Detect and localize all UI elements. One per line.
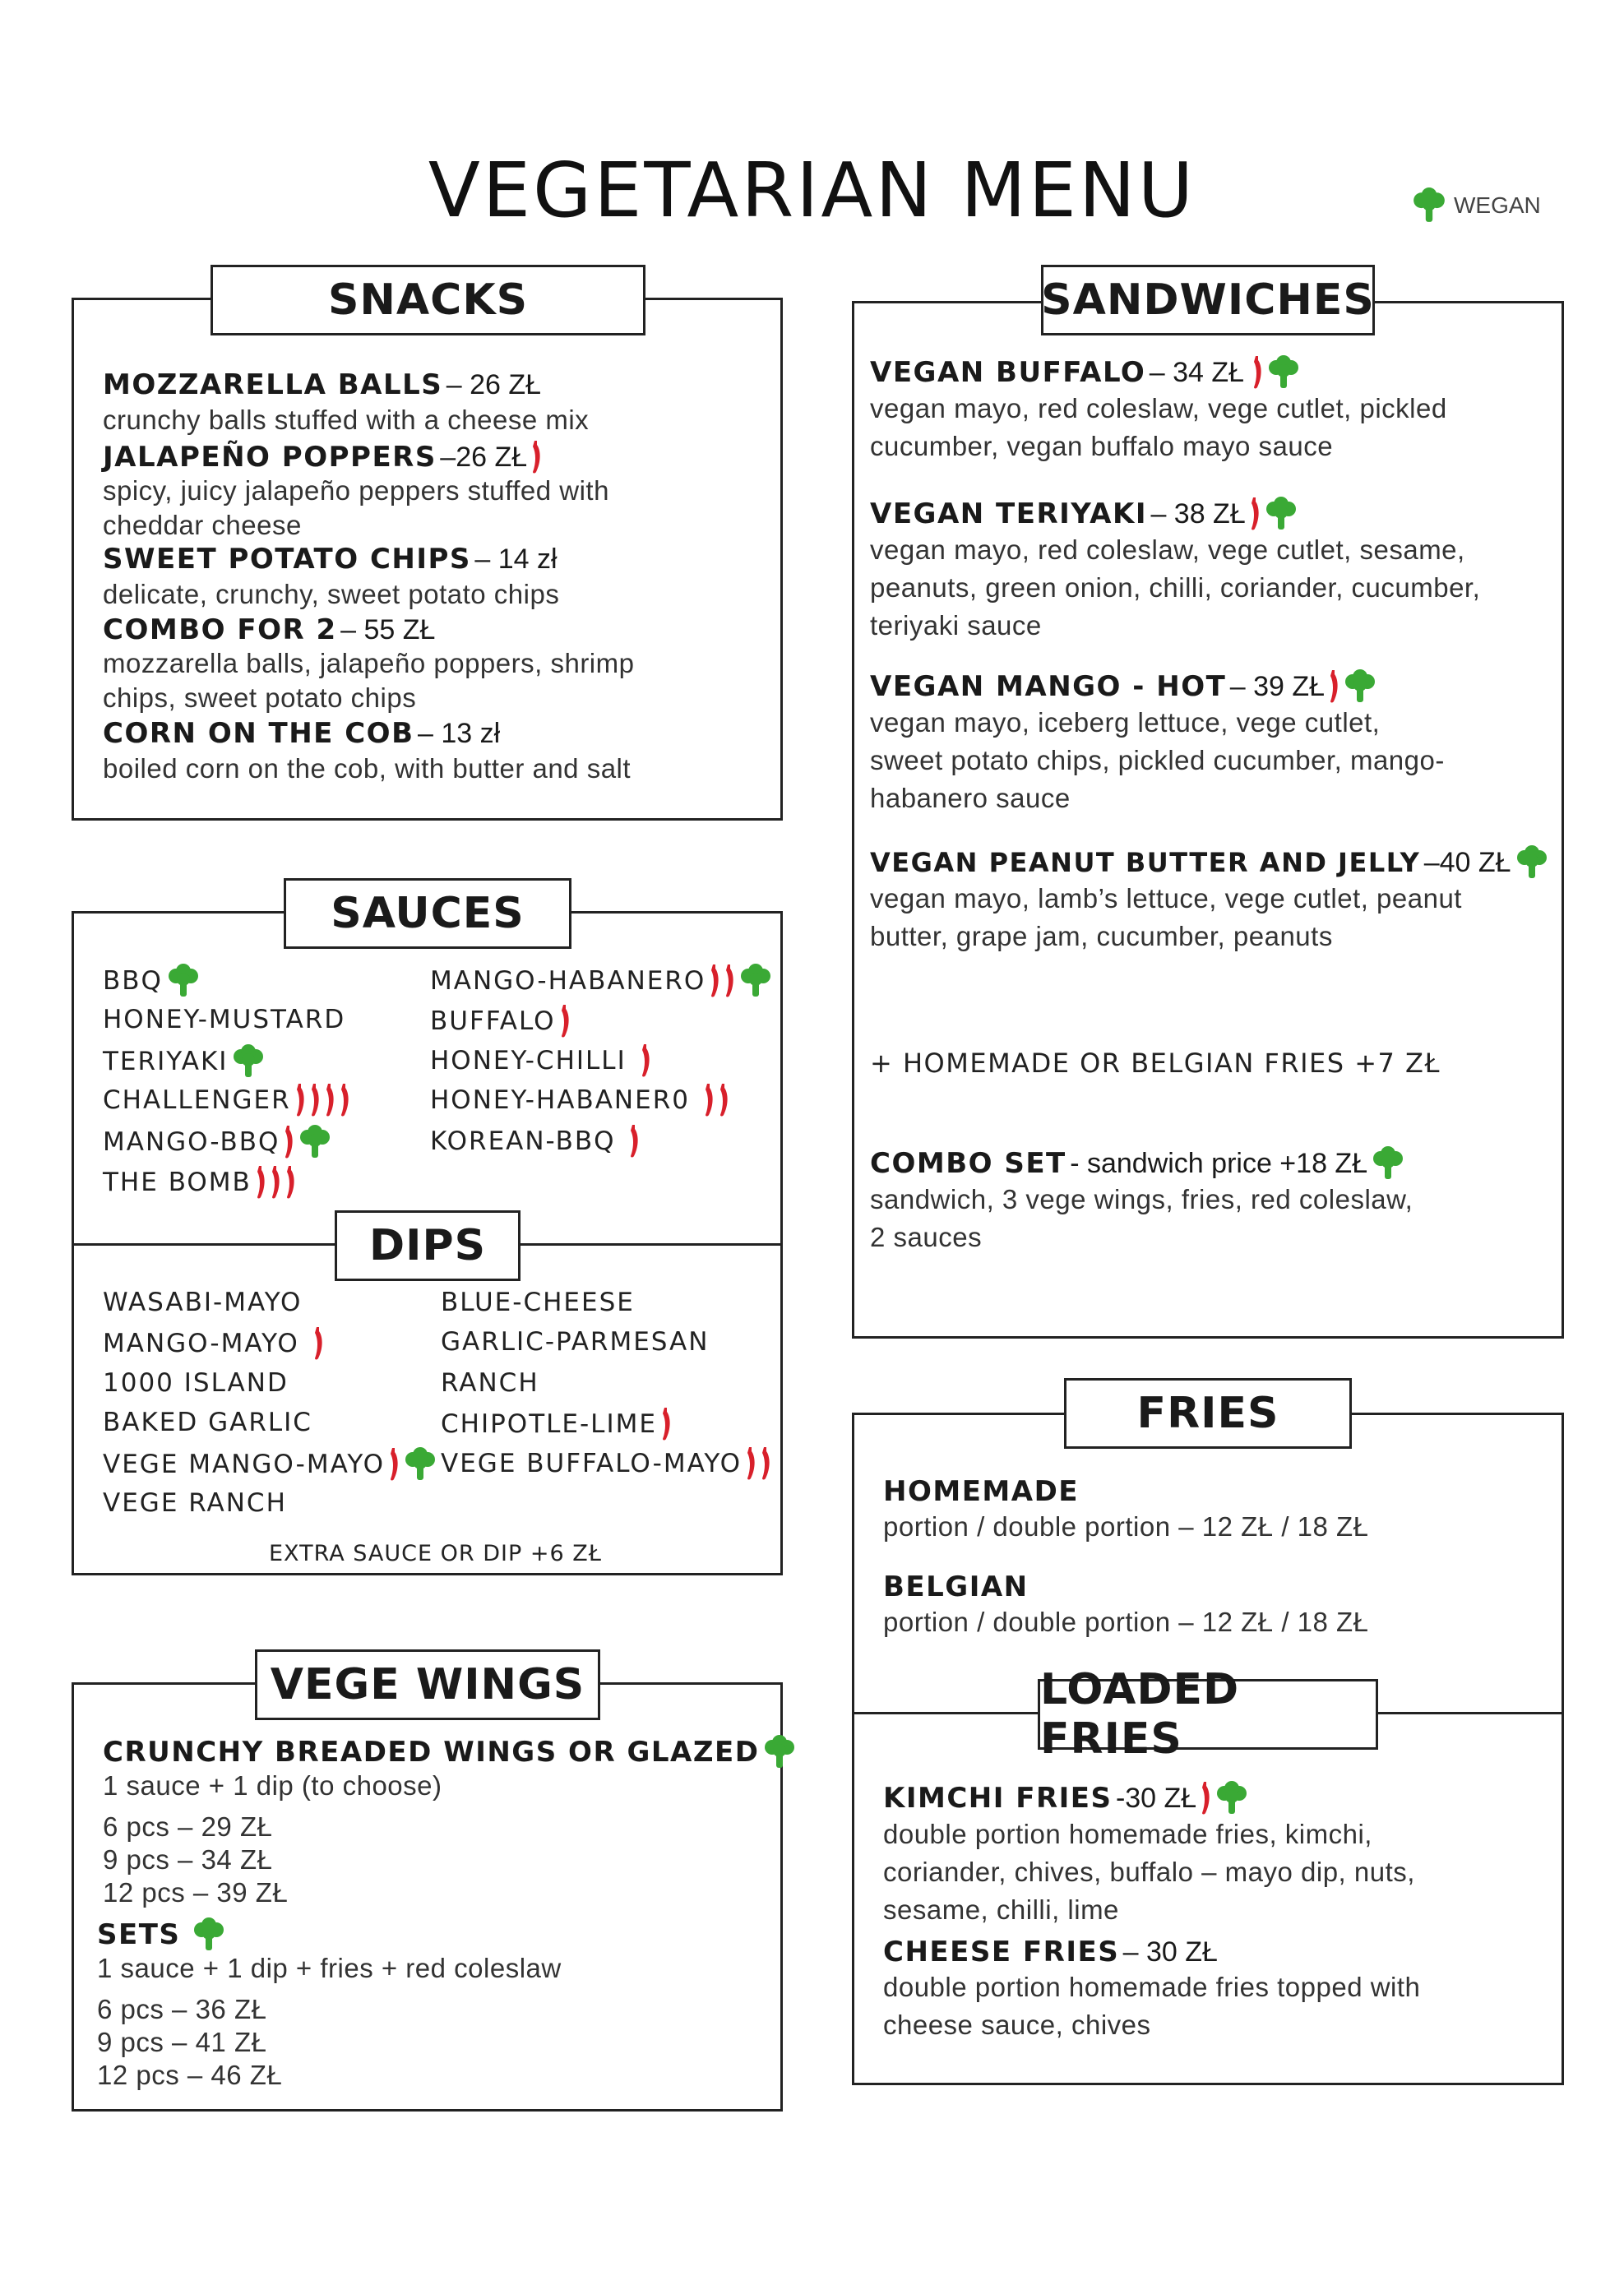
chili-pepper-icon: [312, 1327, 324, 1360]
item-price: – 34 ZŁ: [1149, 356, 1245, 388]
item-name: CRUNCHY BREADED WINGS OR GLAZED: [103, 1736, 760, 1769]
item-desc: chips, sweet potato chips: [103, 682, 417, 713]
sauce-item: KOREAN-BBQ: [430, 1125, 640, 1158]
combo-set: [870, 1146, 1413, 1256]
item-price: –26 ZŁ: [440, 441, 528, 473]
item-name: KIMCHI FRIES: [883, 1782, 1113, 1815]
sauce-item: BUFFALO: [430, 1005, 571, 1038]
item-desc: vegan mayo, iceberg lettuce, vege cutlet,: [870, 707, 1381, 738]
item-desc: sesame, chilli, lime: [883, 1894, 1119, 1925]
chili-pepper-icon: [703, 1084, 715, 1117]
broccoli-icon: [764, 1735, 795, 1769]
menu-item: [883, 1570, 1369, 1641]
item-name: COMBO FOR 2: [103, 613, 337, 646]
item-name: CHEESE FRIES: [883, 1936, 1120, 1968]
dip-item: CHIPOTLE-LIME: [441, 1408, 672, 1441]
item-name: VEGAN PEANUT BUTTER AND JELLY: [870, 847, 1421, 878]
broccoli-icon: [405, 1447, 436, 1482]
item-desc: portion / double portion – 12 ZŁ / 18 ZŁ: [883, 1511, 1369, 1542]
item-name: JALAPEÑO POPPERS: [103, 441, 437, 474]
item-desc: cucumber, vegan buffalo mayo sauce: [870, 431, 1334, 461]
legend-label: WEGAN: [1454, 192, 1541, 218]
sauce-item: MANGO-BBQ: [103, 1125, 331, 1159]
item-desc: butter, grape jam, cucumber, peanuts: [870, 921, 1333, 951]
chili-pepper-icon: [660, 1408, 672, 1441]
menu-item: [870, 669, 1445, 817]
wings-heading: VEGE WINGS: [255, 1649, 600, 1720]
chili-pepper-icon: [285, 1166, 296, 1199]
chili-pepper-icon: [1252, 356, 1263, 389]
item-desc: vegan mayo, lamb’s lettuce, vege cutlet, peanut: [870, 883, 1462, 914]
menu-item: [103, 613, 635, 715]
price-line: 12 pcs – 46 ZŁ: [97, 2060, 283, 2090]
fries-addon: + HOMEMADE OR BELGIAN FRIES +7 ZŁ: [870, 1048, 1441, 1079]
chili-pepper-icon: [283, 1126, 294, 1159]
sauce-item: THE BOMB: [103, 1166, 296, 1199]
item-desc: cheese sauce, chives: [883, 2010, 1151, 2040]
sauces-heading: SAUCES: [284, 878, 571, 949]
vegan-legend: [1413, 187, 1541, 224]
broccoli-icon: [1268, 355, 1299, 390]
extra-sauce-note: EXTRA SAUCE OR DIP +6 ZŁ: [269, 1541, 602, 1566]
chili-pepper-icon: [1328, 670, 1339, 703]
chili-pepper-icon: [760, 1447, 771, 1480]
sandwiches-heading: SANDWICHES: [1041, 265, 1375, 335]
dip-item: MANGO-MAYO: [103, 1327, 324, 1360]
dip-item: WASABI-MAYO: [103, 1288, 303, 1317]
item-price: – 26 ZŁ: [446, 368, 542, 400]
item-desc: double portion homemade fries, kimchi,: [883, 1819, 1372, 1849]
menu-item: [103, 441, 609, 543]
item-desc: boiled corn on the cob, with butter and salt: [103, 753, 632, 784]
item-desc: 2 sauces: [870, 1222, 983, 1252]
chili-pepper-icon: [339, 1084, 350, 1117]
item-desc: vegan mayo, red coleslaw, vege cutlet, sesame,: [870, 534, 1465, 565]
price-line: 12 pcs – 39 ZŁ: [103, 1877, 289, 1908]
item-name: BELGIAN: [883, 1570, 1029, 1603]
dip-item: BLUE-CHEESE: [441, 1288, 635, 1317]
item-price: – 14 zł: [474, 543, 558, 575]
menu-item: [103, 543, 559, 613]
item-desc: vegan mayo, red coleslaw, vege cutlet, pickled: [870, 393, 1447, 423]
broccoli-icon: [1516, 845, 1548, 880]
page-title: VEGETARIAN MENU: [428, 146, 1196, 234]
chili-pepper-icon: [530, 441, 542, 474]
dip-item: BAKED GARLIC: [103, 1408, 312, 1437]
sauce-item: CHALLENGER: [103, 1084, 350, 1117]
menu-item: [103, 717, 631, 788]
item-desc: portion / double portion – 12 ZŁ / 18 ZŁ: [883, 1607, 1369, 1637]
item-name: VEGAN TERIYAKI: [870, 497, 1147, 530]
menu-item: [870, 845, 1548, 955]
chili-pepper-icon: [559, 1005, 571, 1038]
chili-pepper-icon: [745, 1447, 756, 1480]
wings-main: [103, 1735, 795, 1909]
broccoli-icon: [1372, 1146, 1404, 1181]
dips-heading: DIPS: [335, 1210, 521, 1281]
price-line: 6 pcs – 36 ZŁ: [97, 1994, 267, 2024]
item-name: VEGAN BUFFALO: [870, 356, 1146, 389]
item-desc: sweet potato chips, pickled cucumber, mango-: [870, 745, 1445, 775]
broccoli-icon: [1265, 497, 1297, 531]
menu-item: [103, 368, 589, 439]
item-desc: double portion homemade fries topped with: [883, 1972, 1421, 2002]
item-desc: crunchy balls stuffed with a cheese mix: [103, 405, 590, 435]
menu-item: [883, 1475, 1369, 1546]
item-price: - sandwich price +18 ZŁ: [1070, 1147, 1368, 1179]
loaded-heading: LOADED FRIES: [1038, 1679, 1378, 1750]
item-name: CORN ON THE COB: [103, 717, 414, 750]
item-desc: 1 sauce + 1 dip (to choose): [103, 1770, 442, 1801]
chili-pepper-icon: [709, 964, 720, 997]
broccoli-icon: [1216, 1781, 1247, 1816]
price-line: 9 pcs – 34 ZŁ: [103, 1844, 273, 1875]
chili-pepper-icon: [640, 1044, 651, 1077]
menu-item: [870, 355, 1447, 465]
chili-pepper-icon: [270, 1166, 281, 1199]
item-price: -30 ZŁ: [1115, 1782, 1197, 1814]
dip-item: VEGE RANCH: [103, 1488, 287, 1518]
item-desc: peanuts, green onion, chilli, coriander, cucumber,: [870, 572, 1481, 603]
snacks-heading: SNACKS: [211, 265, 645, 335]
fries-heading: FRIES: [1064, 1378, 1352, 1449]
chili-pepper-icon: [255, 1166, 266, 1199]
menu-item: [883, 1936, 1420, 2044]
sauce-item: HONEY-CHILLI: [430, 1044, 651, 1077]
item-price: – 30 ZŁ: [1122, 1936, 1218, 1968]
item-price: – 39 ZŁ: [1229, 670, 1326, 702]
broccoli-icon: [1413, 187, 1446, 224]
dip-item: VEGE BUFFALO-MAYO: [441, 1447, 771, 1480]
broccoli-icon: [1344, 669, 1376, 704]
sauce-item: TERIYAKI: [103, 1044, 264, 1079]
item-desc: sandwich, 3 vege wings, fries, red coleslaw,: [870, 1184, 1413, 1214]
item-desc: coriander, chives, buffalo – mayo dip, nuts,: [883, 1857, 1415, 1887]
chili-pepper-icon: [718, 1084, 729, 1117]
item-name: MOZZARELLA BALLS: [103, 368, 443, 401]
item-desc: mozzarella balls, jalapeño poppers, shrimp: [103, 648, 635, 678]
item-price: – 38 ZŁ: [1150, 497, 1246, 530]
broccoli-icon: [233, 1044, 264, 1079]
price-line: 6 pcs – 29 ZŁ: [103, 1811, 273, 1842]
item-name: HOMEMADE: [883, 1475, 1080, 1508]
chili-pepper-icon: [1200, 1782, 1211, 1815]
chili-pepper-icon: [724, 964, 735, 997]
broccoli-icon: [193, 1917, 224, 1952]
broccoli-icon: [740, 964, 771, 998]
sauce-item: HONEY-MUSTARD: [103, 1005, 346, 1034]
broccoli-icon: [168, 964, 199, 998]
item-desc: spicy, juicy jalapeño peppers stuffed with: [103, 475, 609, 506]
item-desc: habanero sauce: [870, 783, 1071, 813]
sauce-item: BBQ: [103, 964, 199, 998]
dip-item: GARLIC-PARMESAN: [441, 1327, 710, 1357]
item-name: SETS: [97, 1918, 181, 1951]
menu-item: [870, 497, 1480, 645]
menu-item: [883, 1781, 1415, 1929]
broccoli-icon: [299, 1125, 331, 1159]
chili-pepper-icon: [324, 1084, 335, 1117]
item-desc: teriyaki sauce: [870, 610, 1042, 641]
item-name: COMBO SET: [870, 1147, 1066, 1180]
chili-pepper-icon: [294, 1084, 306, 1117]
item-desc: cheddar cheese: [103, 510, 302, 540]
item-price: – 13 zł: [417, 717, 501, 749]
item-name: VEGAN MANGO - HOT: [870, 670, 1227, 703]
dip-item: VEGE MANGO-MAYO: [103, 1447, 436, 1482]
dip-item: 1000 ISLAND: [103, 1368, 289, 1398]
item-name: SWEET POTATO CHIPS: [103, 543, 471, 576]
item-desc: delicate, crunchy, sweet potato chips: [103, 579, 560, 609]
wings-sets: [97, 1917, 562, 2092]
item-price: –40 ZŁ: [1423, 846, 1511, 878]
dip-item: RANCH: [441, 1368, 539, 1398]
chili-pepper-icon: [388, 1448, 400, 1481]
chili-pepper-icon: [1249, 497, 1261, 530]
sauce-item: HONEY-HABANER0: [430, 1084, 729, 1117]
sauce-item: MANGO-HABANERO: [430, 964, 771, 998]
chili-pepper-icon: [628, 1125, 640, 1158]
price-line: 9 pcs – 41 ZŁ: [97, 2027, 267, 2057]
item-desc: 1 sauce + 1 dip + fries + red coleslaw: [97, 1953, 562, 1983]
chili-pepper-icon: [309, 1084, 321, 1117]
item-price: – 55 ZŁ: [340, 613, 436, 645]
